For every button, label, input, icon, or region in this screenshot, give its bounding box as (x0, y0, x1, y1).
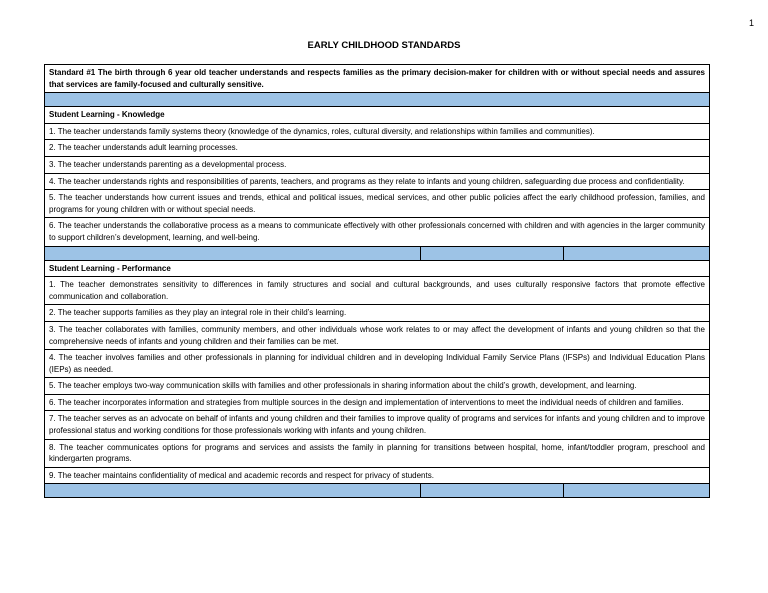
blue-band (45, 484, 421, 498)
table-row (45, 140, 710, 157)
table-row (45, 156, 710, 173)
performance-item: 2. The teacher supports families as they play an integral role in their child’s learning. (45, 305, 710, 322)
performance-item: 8. The teacher communicates options for programs and services and assists the family in planning for transitions between hospital, home, infant/toddler program, preschool and kindergarten programs. (45, 439, 710, 467)
table-row (45, 350, 710, 378)
table-row (45, 321, 710, 349)
table-row (45, 173, 710, 190)
document-title: EARLY CHILDHOOD STANDARDS (307, 40, 461, 51)
knowledge-item: 6. The teacher understands the collaborative process as a means to communicate effectively with other professionals concerned with children and with agencies in the larger community to support children’s development, learning, and well-being. (45, 218, 710, 246)
blue-band (421, 484, 564, 498)
blue-band (421, 246, 564, 260)
blue-separator-row (45, 484, 710, 498)
knowledge-item: 4. The teacher understands rights and responsibilities of parents, teachers, and programs as they relate to infants and young children, safeguarding due process and confidentiality. (45, 173, 710, 190)
performance-item: 9. The teacher maintains confidentiality of medical and academic records and respect for privacy of students. (45, 467, 710, 484)
blue-separator-row (45, 93, 710, 107)
table-row (45, 439, 710, 467)
table-row (45, 277, 710, 305)
standard-statement: Standard #1 The birth through 6 year old teacher understands and respects families as the primary decision-maker for children with or without special needs and assures that services are family-focused and culturally sensitive. (45, 65, 710, 93)
table-row (45, 411, 710, 439)
page-number: 1 (748, 18, 754, 28)
table-row (45, 218, 710, 246)
knowledge-item: 5. The teacher understands how current issues and trends, ethical and political issues, medical services, and other public policies affect the early childhood profession, families, and programs for young children with or without special needs. (45, 190, 710, 218)
performance-item: 3. The teacher collaborates with families, community members, and other individuals whose work relates to or may affect the development of infants and young children so that the comprehensive needs of infants and young children and their families can be met. (45, 321, 710, 349)
knowledge-item: 1. The teacher understands family systems theory (knowledge of the dynamics, roles, cultural diversity, and relationships within families and communities). (45, 123, 710, 140)
table-row (45, 394, 710, 411)
knowledge-item: 3. The teacher understands parenting as a developmental process. (45, 156, 710, 173)
blue-separator-row (45, 246, 710, 260)
section-heading-row (45, 107, 710, 124)
table-row (45, 305, 710, 322)
standard-row (45, 65, 710, 93)
table-row (45, 378, 710, 395)
standards-table (44, 64, 710, 498)
performance-item: 7. The teacher serves as an advocate on behalf of infants and young children and their families to improve quality of programs and services for infants and young children and to improve professional status and working conditions for those professionals working with infants and young children. (45, 411, 710, 439)
performance-item: 5. The teacher employs two-way communication skills with families and other professionals in sharing information about the child’s growth, development, and learning. (45, 378, 710, 395)
table-row (45, 467, 710, 484)
table-row (45, 123, 710, 140)
knowledge-item: 2. The teacher understands adult learning processes. (45, 140, 710, 157)
blue-band (564, 484, 710, 498)
blue-band (45, 93, 710, 107)
section-heading-row (45, 260, 710, 277)
performance-item: 4. The teacher involves families and other professionals in planning for individual children and in developing Individual Family Service Plans (IFSPs) and Individual Education Plans (IEPs) as needed. (45, 350, 710, 378)
knowledge-heading: Student Learning - Knowledge (45, 107, 710, 124)
performance-heading: Student Learning - Performance (45, 260, 710, 277)
blue-band (45, 246, 421, 260)
performance-item: 1. The teacher demonstrates sensitivity to differences in family structures and social and cultural backgrounds, and uses culturally responsive factors that promote effective communication and collaboration. (45, 277, 710, 305)
table-row (45, 190, 710, 218)
blue-band (564, 246, 710, 260)
performance-item: 6. The teacher incorporates information and strategies from multiple sources in the design and implementation of interventions to meet the individual needs of children and families. (45, 394, 710, 411)
